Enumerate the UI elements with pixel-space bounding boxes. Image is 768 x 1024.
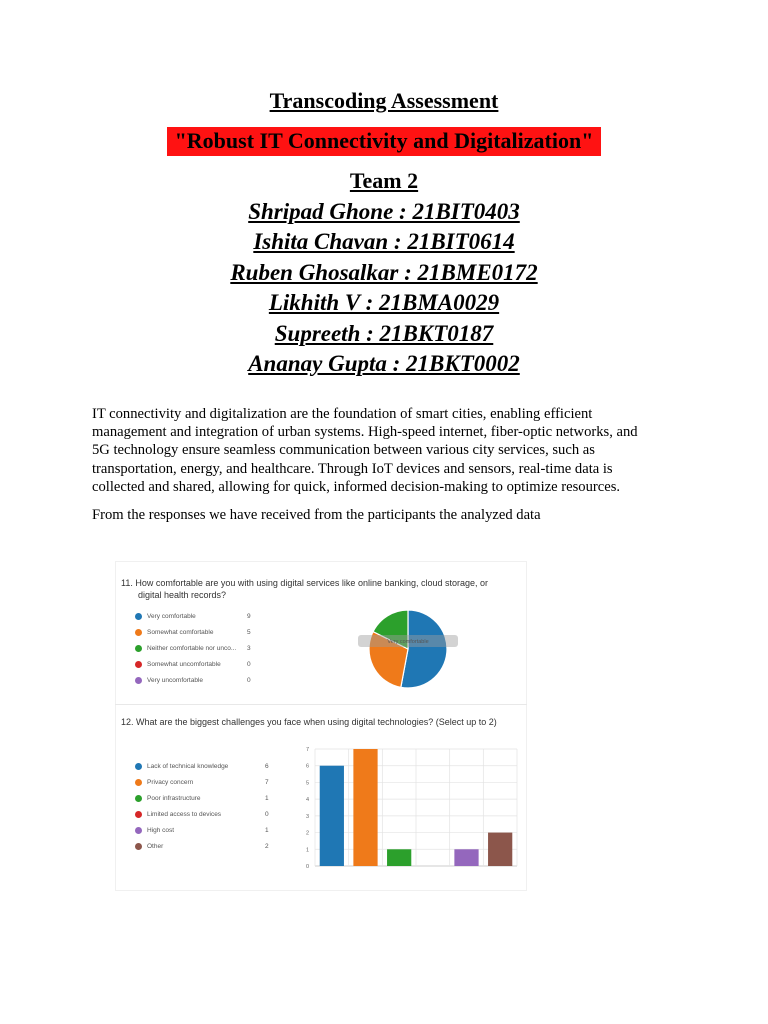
legend-count: 0 bbox=[247, 677, 251, 684]
bar bbox=[488, 833, 512, 866]
legend-label: Poor infrastructure bbox=[147, 795, 201, 802]
pie-tooltip-label: Very comfortable bbox=[387, 639, 429, 645]
legend-count: 7 bbox=[265, 779, 269, 786]
intro-paragraph bbox=[92, 405, 692, 496]
team-member: Ananay Gupta : 21BKT0002 bbox=[248, 350, 520, 376]
subtitle-banner bbox=[0, 127, 768, 156]
document-title: Transcoding Assessment bbox=[269, 88, 499, 113]
legend-label: Neither comfortable nor unco... bbox=[147, 645, 237, 652]
paragraph-line: transportation, energy, and healthcare. Through IoT devices and sensors, real-time data is bbox=[92, 460, 613, 477]
y-tick-label: 1 bbox=[305, 847, 309, 854]
legend-label: High cost bbox=[147, 827, 175, 834]
team-member: Ishita Chavan : 21BIT0614 bbox=[253, 229, 515, 255]
legend-count: 5 bbox=[247, 629, 251, 636]
question-11-line: 11. How comfortable are you with using digital services like online banking, cloud storage, or bbox=[121, 578, 489, 588]
legend-label: Other bbox=[147, 843, 164, 850]
paragraph-line: collected and shared, allowing for quick, informed decision-making to optimize resources. bbox=[92, 478, 621, 495]
legend-label: Very uncomfortable bbox=[147, 677, 204, 684]
y-tick-label: 4 bbox=[305, 797, 309, 804]
team-member: Likhith V : 21BMA0029 bbox=[268, 290, 500, 316]
bar-chart bbox=[115, 561, 527, 891]
y-tick-label: 2 bbox=[305, 830, 309, 837]
legend-label: Somewhat comfortable bbox=[147, 629, 214, 636]
legend-label: Limited access to devices bbox=[147, 811, 222, 818]
responses-paragraph: From the responses we have received from the participants the analyzed data bbox=[92, 507, 541, 523]
bar bbox=[454, 849, 478, 866]
bar bbox=[353, 749, 377, 866]
team-member: Supreeth : 21BKT0187 bbox=[274, 320, 494, 346]
team-member: Ruben Ghosalkar : 21BME0172 bbox=[230, 259, 538, 285]
paragraph-line: management and integration of urban systems. High-speed internet, fiber-optic networks, and bbox=[92, 424, 638, 441]
y-tick-label: 3 bbox=[305, 813, 309, 820]
y-tick-label: 5 bbox=[305, 780, 309, 787]
bar bbox=[387, 849, 411, 866]
paragraph-line: 5G technology ensure seamless communication between various city services, such as bbox=[92, 442, 595, 459]
legend-count: 6 bbox=[265, 763, 269, 770]
survey-results-figure bbox=[115, 561, 527, 891]
legend-count: 2 bbox=[265, 843, 269, 850]
team-member: Shripad Ghone : 21BIT0403 bbox=[248, 199, 520, 224]
team-heading: Team 2 bbox=[349, 168, 419, 193]
legend-count: 0 bbox=[265, 811, 269, 818]
y-tick-label: 6 bbox=[305, 763, 309, 770]
legend-count: 1 bbox=[265, 795, 269, 802]
legend-count: 3 bbox=[247, 645, 251, 652]
question-12-title: 12. What are the biggest challenges you face when using digital technologies? (Select up to 2) bbox=[121, 717, 497, 727]
legend-count: 9 bbox=[247, 613, 251, 620]
legend-count: 0 bbox=[247, 661, 251, 668]
legend-label: Somewhat uncomfortable bbox=[147, 661, 221, 668]
legend-label: Privacy concern bbox=[147, 779, 194, 786]
document-subtitle: "Robust IT Connectivity and Digitalization" bbox=[167, 127, 602, 156]
legend-label: Lack of technical knowledge bbox=[147, 763, 229, 770]
bar bbox=[320, 766, 344, 866]
y-tick-label: 7 bbox=[305, 747, 309, 753]
legend-label: Very comfortable bbox=[147, 613, 196, 620]
legend-count: 1 bbox=[265, 827, 269, 834]
question-11-line: digital health records? bbox=[138, 590, 227, 600]
team-members bbox=[0, 197, 768, 379]
paragraph-line: IT connectivity and digitalization are the foundation of smart cities, enabling efficient bbox=[92, 406, 593, 422]
y-tick-label: 0 bbox=[305, 864, 309, 870]
